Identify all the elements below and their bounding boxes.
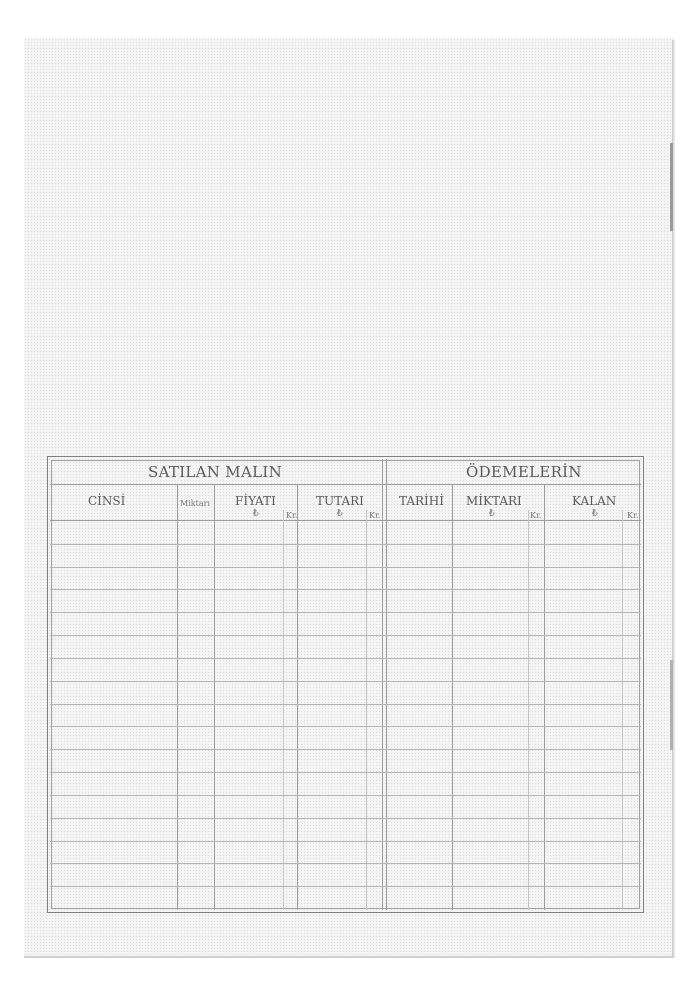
col-line-amount-kr xyxy=(528,510,529,910)
col-header-quantity: Miktarı xyxy=(180,499,210,508)
col-line-balance xyxy=(544,485,545,910)
col-line-balance-kr xyxy=(622,510,623,910)
row-line xyxy=(50,589,641,590)
row-line xyxy=(50,863,641,864)
row-line xyxy=(50,749,641,750)
row-line xyxy=(50,567,641,568)
total-kurus-label: Kr. xyxy=(369,511,381,520)
price-lira-symbol: ₺ xyxy=(253,509,259,519)
page-bottom-edge xyxy=(24,956,674,958)
amount-kurus-label: Kr. xyxy=(530,511,542,520)
col-line-quantity xyxy=(177,485,178,910)
group-divider-inner xyxy=(386,459,387,910)
col-line-price xyxy=(214,485,215,910)
row-line xyxy=(50,886,641,887)
column-header-divider xyxy=(50,520,641,521)
row-line xyxy=(50,818,641,819)
balance-lira-symbol: ₺ xyxy=(592,509,598,519)
row-line xyxy=(50,841,641,842)
col-header-balance: KALAN xyxy=(572,494,617,508)
binding-mark-top xyxy=(670,143,673,231)
col-line-total-kr xyxy=(366,510,367,910)
row-line xyxy=(50,658,641,659)
binding-mark-bottom xyxy=(670,660,673,750)
row-line xyxy=(50,795,641,796)
col-header-price: FİYATI xyxy=(235,494,276,508)
group-header-divider xyxy=(50,484,641,485)
row-line xyxy=(50,726,641,727)
col-line-total xyxy=(297,485,298,910)
row-line xyxy=(50,681,641,682)
col-header-total: TUTARI xyxy=(316,494,364,508)
col-line-price-kr xyxy=(283,510,284,910)
total-lira-symbol: ₺ xyxy=(337,509,343,519)
row-line xyxy=(50,635,641,636)
col-line-amount xyxy=(452,485,453,910)
col-header-amount: MİKTARI xyxy=(466,494,522,508)
col-header-type: CİNSİ xyxy=(88,494,126,508)
col-header-date: TARİHİ xyxy=(399,494,444,508)
ledger-table xyxy=(47,456,644,913)
balance-kurus-label: Kr. xyxy=(627,511,639,520)
group-divider xyxy=(382,459,383,910)
amount-lira-symbol: ₺ xyxy=(489,509,495,519)
row-line xyxy=(50,704,641,705)
row-line xyxy=(50,772,641,773)
price-kurus-label: Kr. xyxy=(286,511,298,520)
group-title-sold-goods: SATILAN MALIN xyxy=(148,463,283,481)
row-line xyxy=(50,612,641,613)
group-title-payments: ÖDEMELERİN xyxy=(466,463,582,481)
row-line xyxy=(50,544,641,545)
